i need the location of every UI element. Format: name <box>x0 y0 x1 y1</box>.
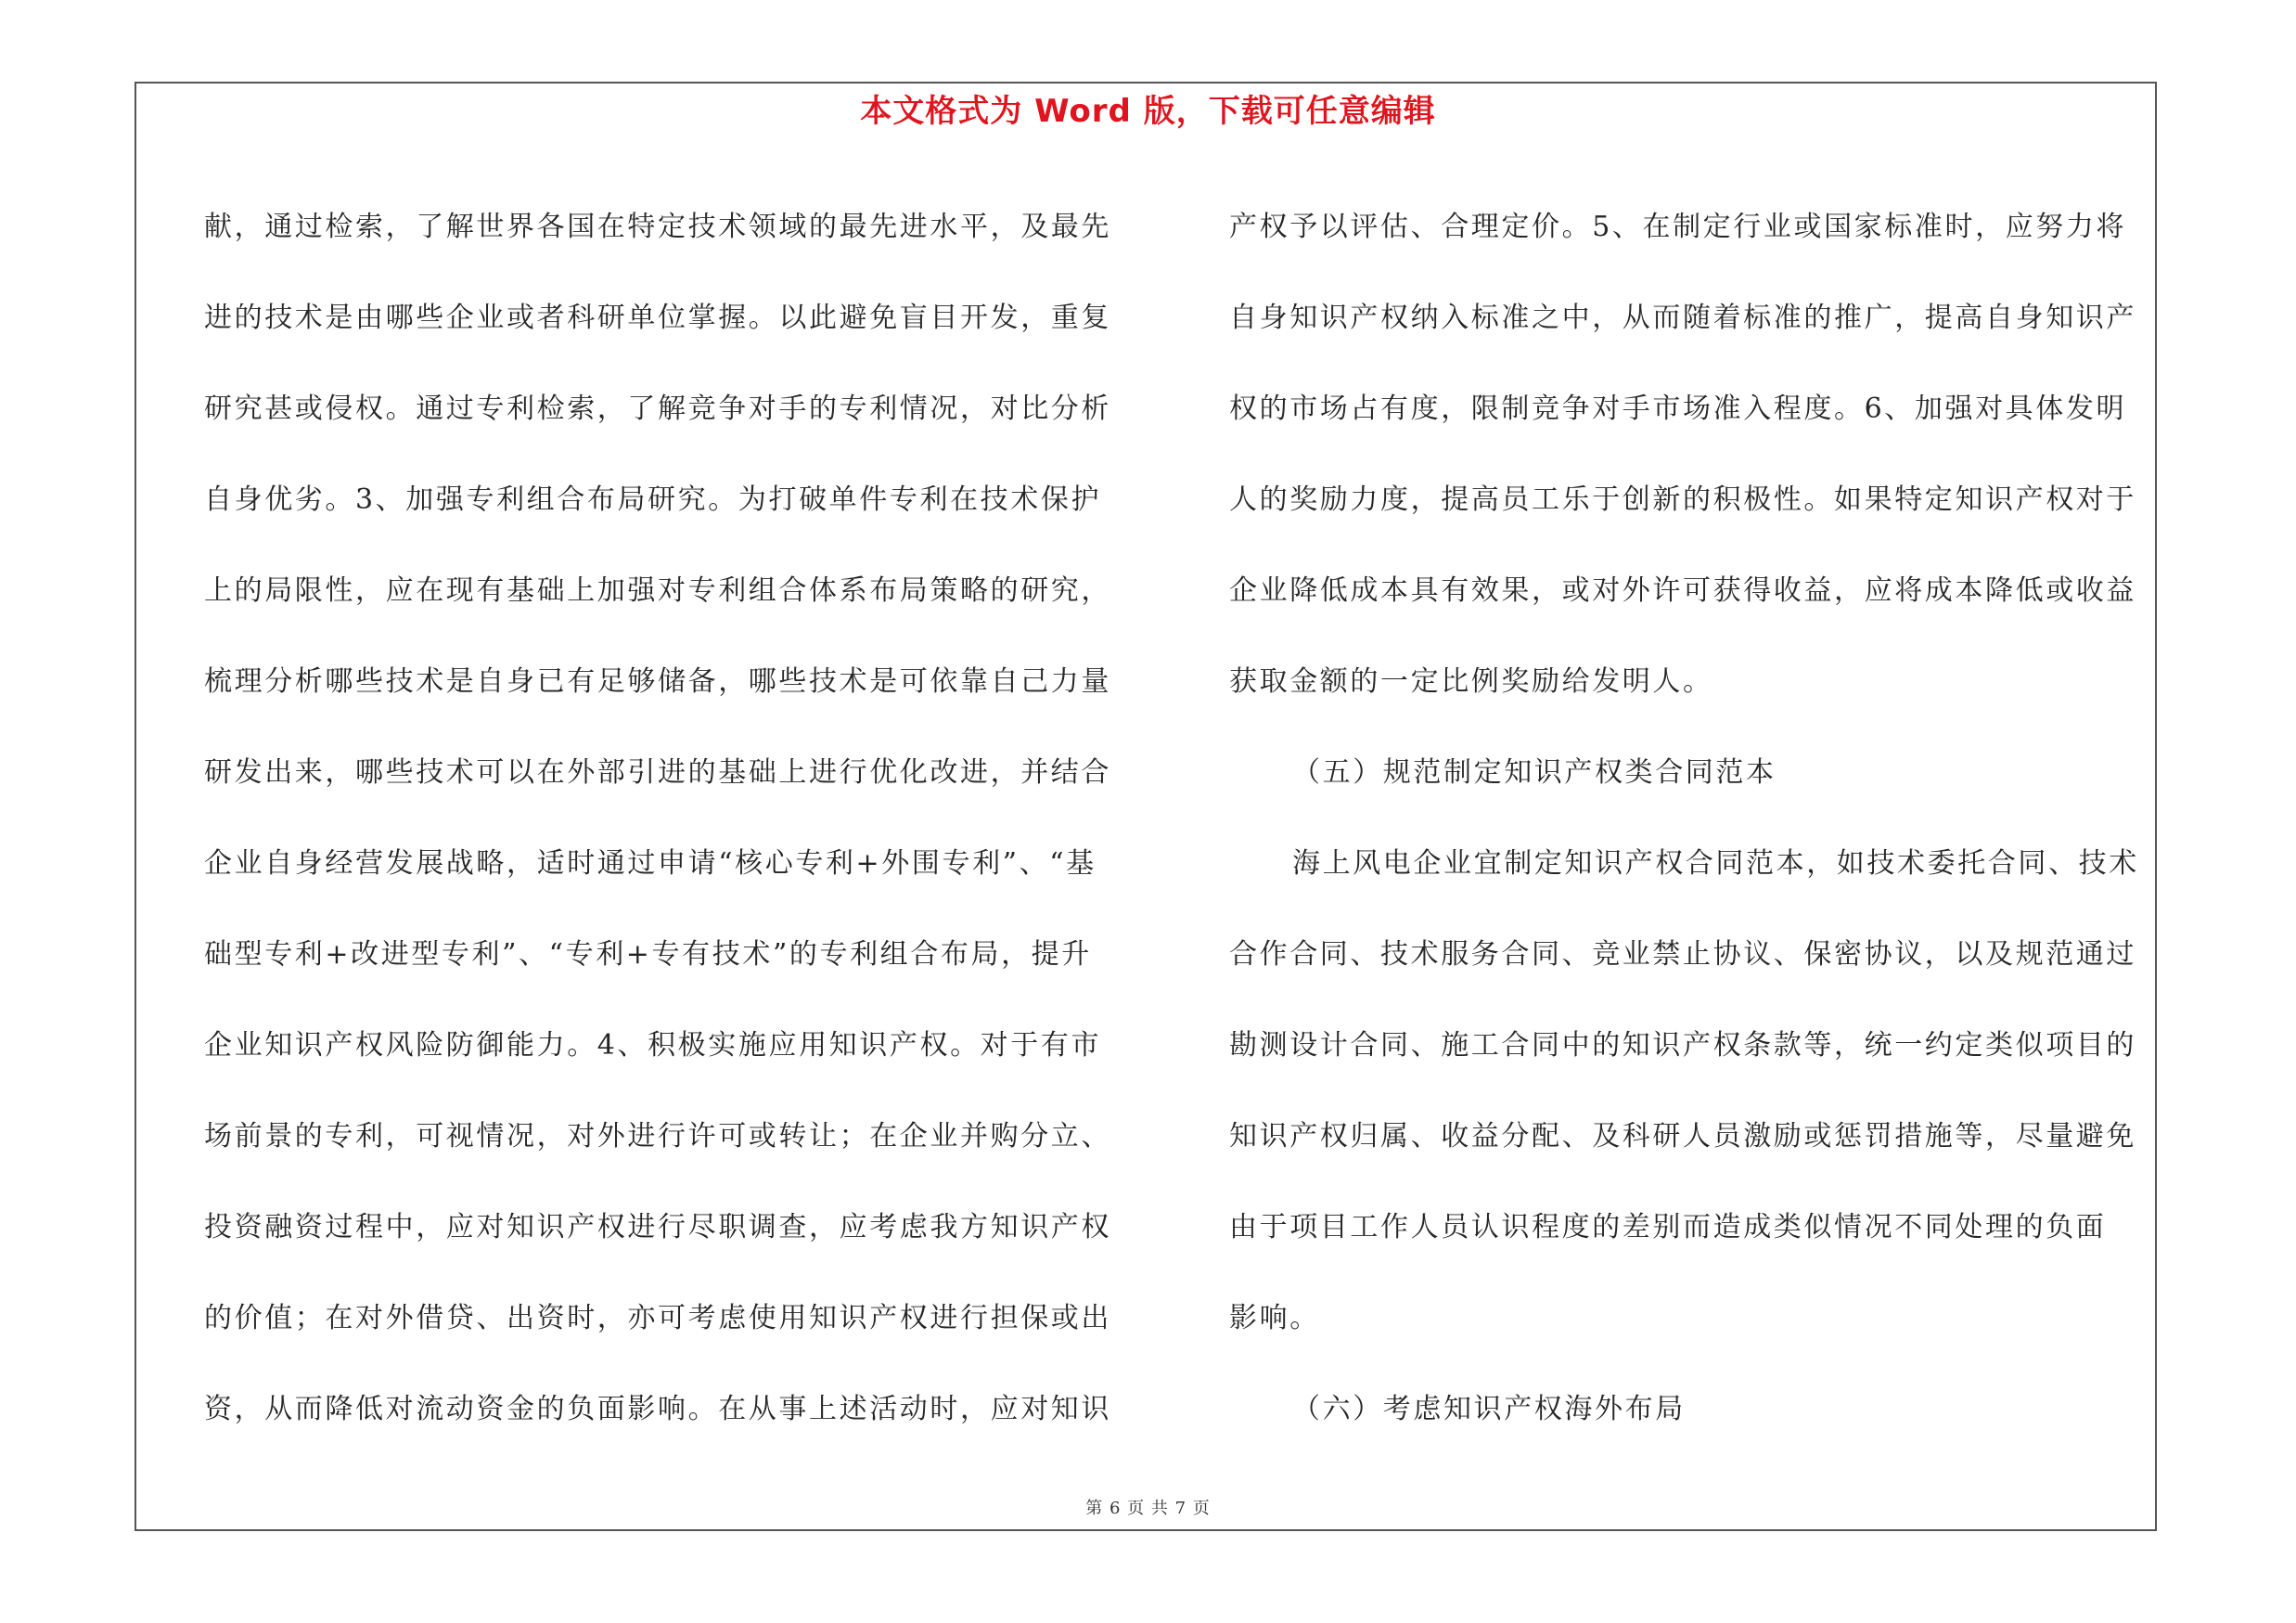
text-line: 勘测设计合同、施工合同中的知识产权条款等，统一约定类似项目的 <box>1229 1029 2136 1062</box>
page-number: 第 6 页 共 7 页 <box>1085 1499 1211 1518</box>
text-line: 海上风电企业宜制定知识产权合同范本，如技术委托合同、技术 <box>1292 847 2139 880</box>
right-text-column <box>1229 182 2148 1455</box>
text-line: 研究甚或侵权。通过专利检索，了解竞争对手的专利情况，对比分析 <box>204 393 1111 425</box>
section-heading: （六）考虑知识产权海外布局 <box>1292 1393 1686 1425</box>
text-line: 梳理分析哪些技术是自身已有足够储备，哪些技术是可依靠自己力量 <box>204 665 1111 698</box>
text-line: 企业降低成本具有效果，或对外许可获得收益，应将成本降低或收益 <box>1229 574 2136 607</box>
text-line: 合作合同、技术服务合同、竞业禁止协议、保密协议，以及规范通过 <box>1229 938 2136 971</box>
text-line: 自身知识产权纳入标准之中，从而随着标准的推广，提高自身知识产 <box>1229 302 2136 334</box>
text-line: 础型专利+改进型专利”、“专利+专有技术”的专利组合布局，提升 <box>204 938 1092 971</box>
text-line: 的价值；在对外借贷、出资时，亦可考虑使用知识产权进行担保或出 <box>204 1302 1111 1334</box>
left-text-column <box>204 182 1122 1455</box>
text-line: 获取金额的一定比例奖励给发明人。 <box>1229 665 1713 698</box>
text-line: 研发出来，哪些技术可以在外部引进的基础上进行优化改进，并结合 <box>204 756 1111 789</box>
format-banner: 本文格式为 Word 版，下载可任意编辑 <box>860 93 1436 130</box>
text-line: 知识产权归属、收益分配、及科研人员激励或惩罚措施等，尽量避免 <box>1229 1120 2136 1153</box>
text-line: 由于项目工作人员认识程度的差别而造成类似情况不同处理的负面 <box>1229 1211 2107 1243</box>
text-line: 人的奖励力度，提高员工乐于创新的积极性。如果特定知识产权对于 <box>1229 483 2136 516</box>
text-line: 资，从而降低对流动资金的负面影响。在从事上述活动时，应对知识 <box>204 1393 1111 1425</box>
text-line: 投资融资过程中，应对知识产权进行尽职调查，应考虑我方知识产权 <box>204 1211 1111 1243</box>
text-line: 献，通过检索，了解世界各国在特定技术领域的最先进水平，及最先 <box>204 211 1111 243</box>
text-line: 企业知识产权风险防御能力。4、积极实施应用知识产权。对于有市 <box>204 1029 1102 1062</box>
text-line: 上的局限性，应在现有基础上加强对专利组合体系布局策略的研究， <box>204 574 1111 607</box>
text-line: 进的技术是由哪些企业或者科研单位掌握。以此避免盲目开发，重复 <box>204 302 1111 334</box>
text-line: 产权予以评估、合理定价。5、在制定行业或国家标准时，应努力将 <box>1229 211 2127 243</box>
text-line: 影响。 <box>1229 1302 1320 1334</box>
text-line: 企业自身经营发展战略，适时通过申请“核心专利+外围专利”、“基 <box>204 847 1097 880</box>
text-line: 场前景的专利，可视情况，对外进行许可或转让；在企业并购分立、 <box>204 1120 1111 1153</box>
text-line: 自身优劣。3、加强专利组合布局研究。为打破单件专利在技术保护 <box>204 483 1102 516</box>
text-line: 权的市场占有度，限制竞争对手市场准入程度。6、加强对具体发明 <box>1229 393 2127 425</box>
section-heading: （五）规范制定知识产权类合同范本 <box>1292 756 1777 789</box>
